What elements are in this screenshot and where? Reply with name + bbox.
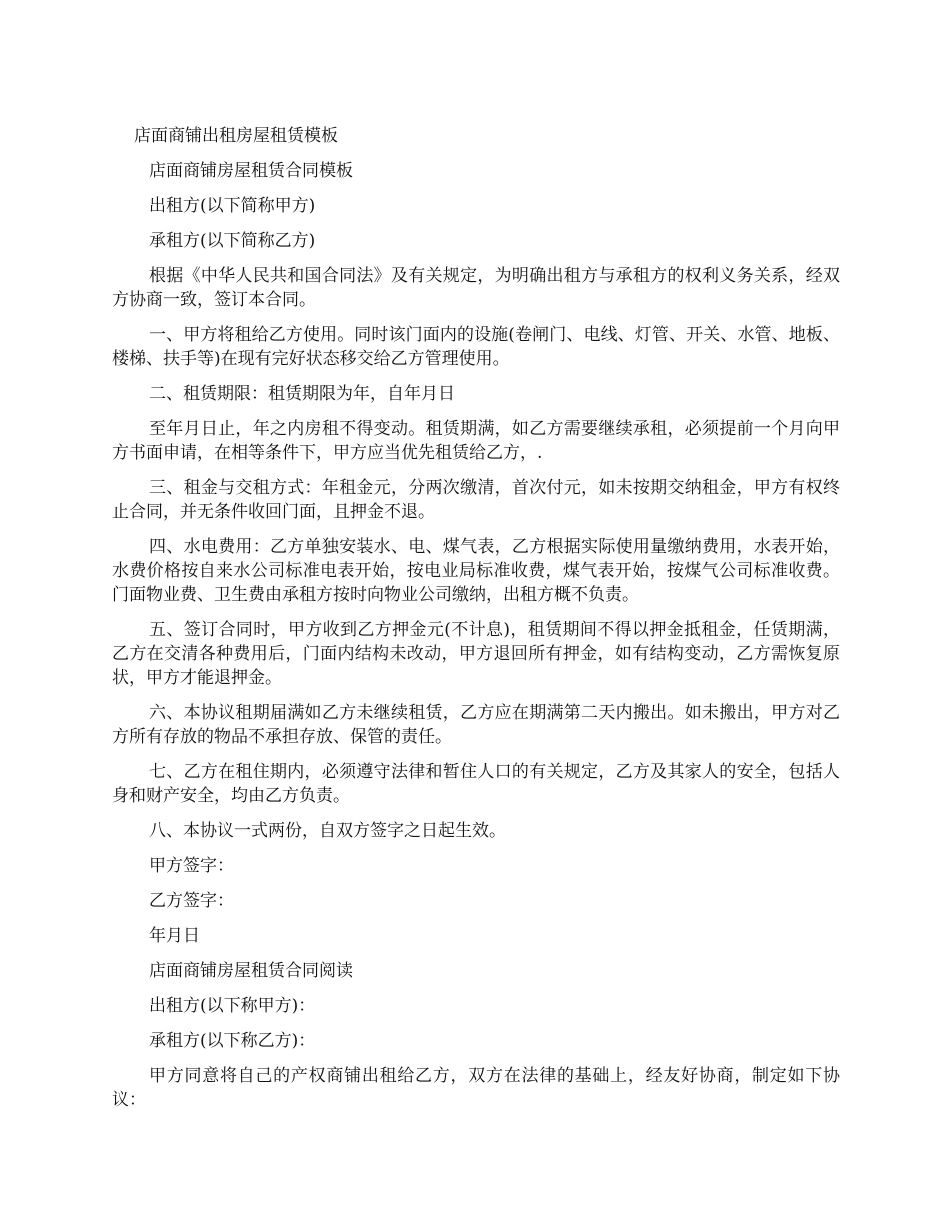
clause-5: 五、签订合同时，甲方收到乙方押金元(不计息)，租赁期间不得以押金抵租金，任赁期满，乙方在交清各种费用后，门面内结构未改动，甲方退回所有押金，如有结构变动，乙方需恢复原状，甲方才能退押金。 [112, 620, 840, 688]
clause-6: 六、本协议租期届满如乙方未继续租赁，乙方应在期满第二天内搬出。如未搬出，甲方对乙方所有存放的物品不承担存放、保管的责任。 [112, 703, 840, 747]
document-title: 店面商铺出租房屋租赁模板 [134, 126, 338, 146]
clause-1: 一、甲方将租给乙方使用。同时该门面内的设施(卷闸门、电线、灯管、开关、水管、地板、楼梯、扶手等)在现有完好状态移交给乙方管理使用。 [112, 325, 840, 369]
preamble-paragraph: 根据《中华人民共和国合同法》及有关规定，为明确出租方与承租方的权利义务关系，经双方协商一致，签订本合同。 [112, 266, 840, 310]
clause-3: 三、租金与交租方式：年租金元，分两次缴清，首次付元，如未按期交纳租金，甲方有权终止合同，并无条件收回门面，且押金不退。 [112, 478, 840, 522]
clause-7: 七、乙方在租住期内，必须遵守法律和暂住人口的有关规定，乙方及其家人的安全，包括人身和财产安全，均由乙方负责。 [112, 762, 840, 806]
second-lessee-line: 承租方(以下称乙方)： [149, 1031, 316, 1051]
document-page [112, 124, 840, 1123]
subtitle: 店面商铺房屋租赁合同模板 [149, 161, 353, 181]
signing-date: 年月日 [149, 926, 200, 946]
second-lessor-line: 出租方(以下称甲方)： [149, 996, 316, 1016]
second-contract-title: 店面商铺房屋租赁合同阅读 [149, 961, 353, 981]
clause-2-continued: 至年月日止，年之内房租不得变动。租赁期满，如乙方需要继续承租，必须提前一个月向甲方书面申请，在相等条件下，甲方应当优先租赁给乙方，. [112, 419, 840, 463]
lessor-line: 出租方(以下简称甲方) [149, 196, 316, 216]
second-preamble-paragraph: 甲方同意将自己的产权商铺出租给乙方，双方在法律的基础上，经友好协商，制定如下协议： [112, 1066, 840, 1110]
clause-8: 八、本协议一式两份，自双方签字之日起生效。 [149, 821, 506, 841]
clause-2: 二、租赁期限：租赁期限为年，自年月日 [149, 384, 455, 404]
lessee-line: 承租方(以下简称乙方) [149, 231, 316, 251]
lessee-signature: 乙方签字： [149, 891, 234, 911]
lessor-signature: 甲方签字： [149, 856, 234, 876]
clause-4: 四、水电费用：乙方单独安装水、电、煤气表，乙方根据实际使用量缴纳费用，水表开始，水费价格按自来水公司标准电表开始，按电业局标准收费，煤气表开始，按煤气公司标准收费。门面物业费、卫生费由承租方按时向物业公司缴纳，出租方概不负责。 [112, 537, 840, 605]
